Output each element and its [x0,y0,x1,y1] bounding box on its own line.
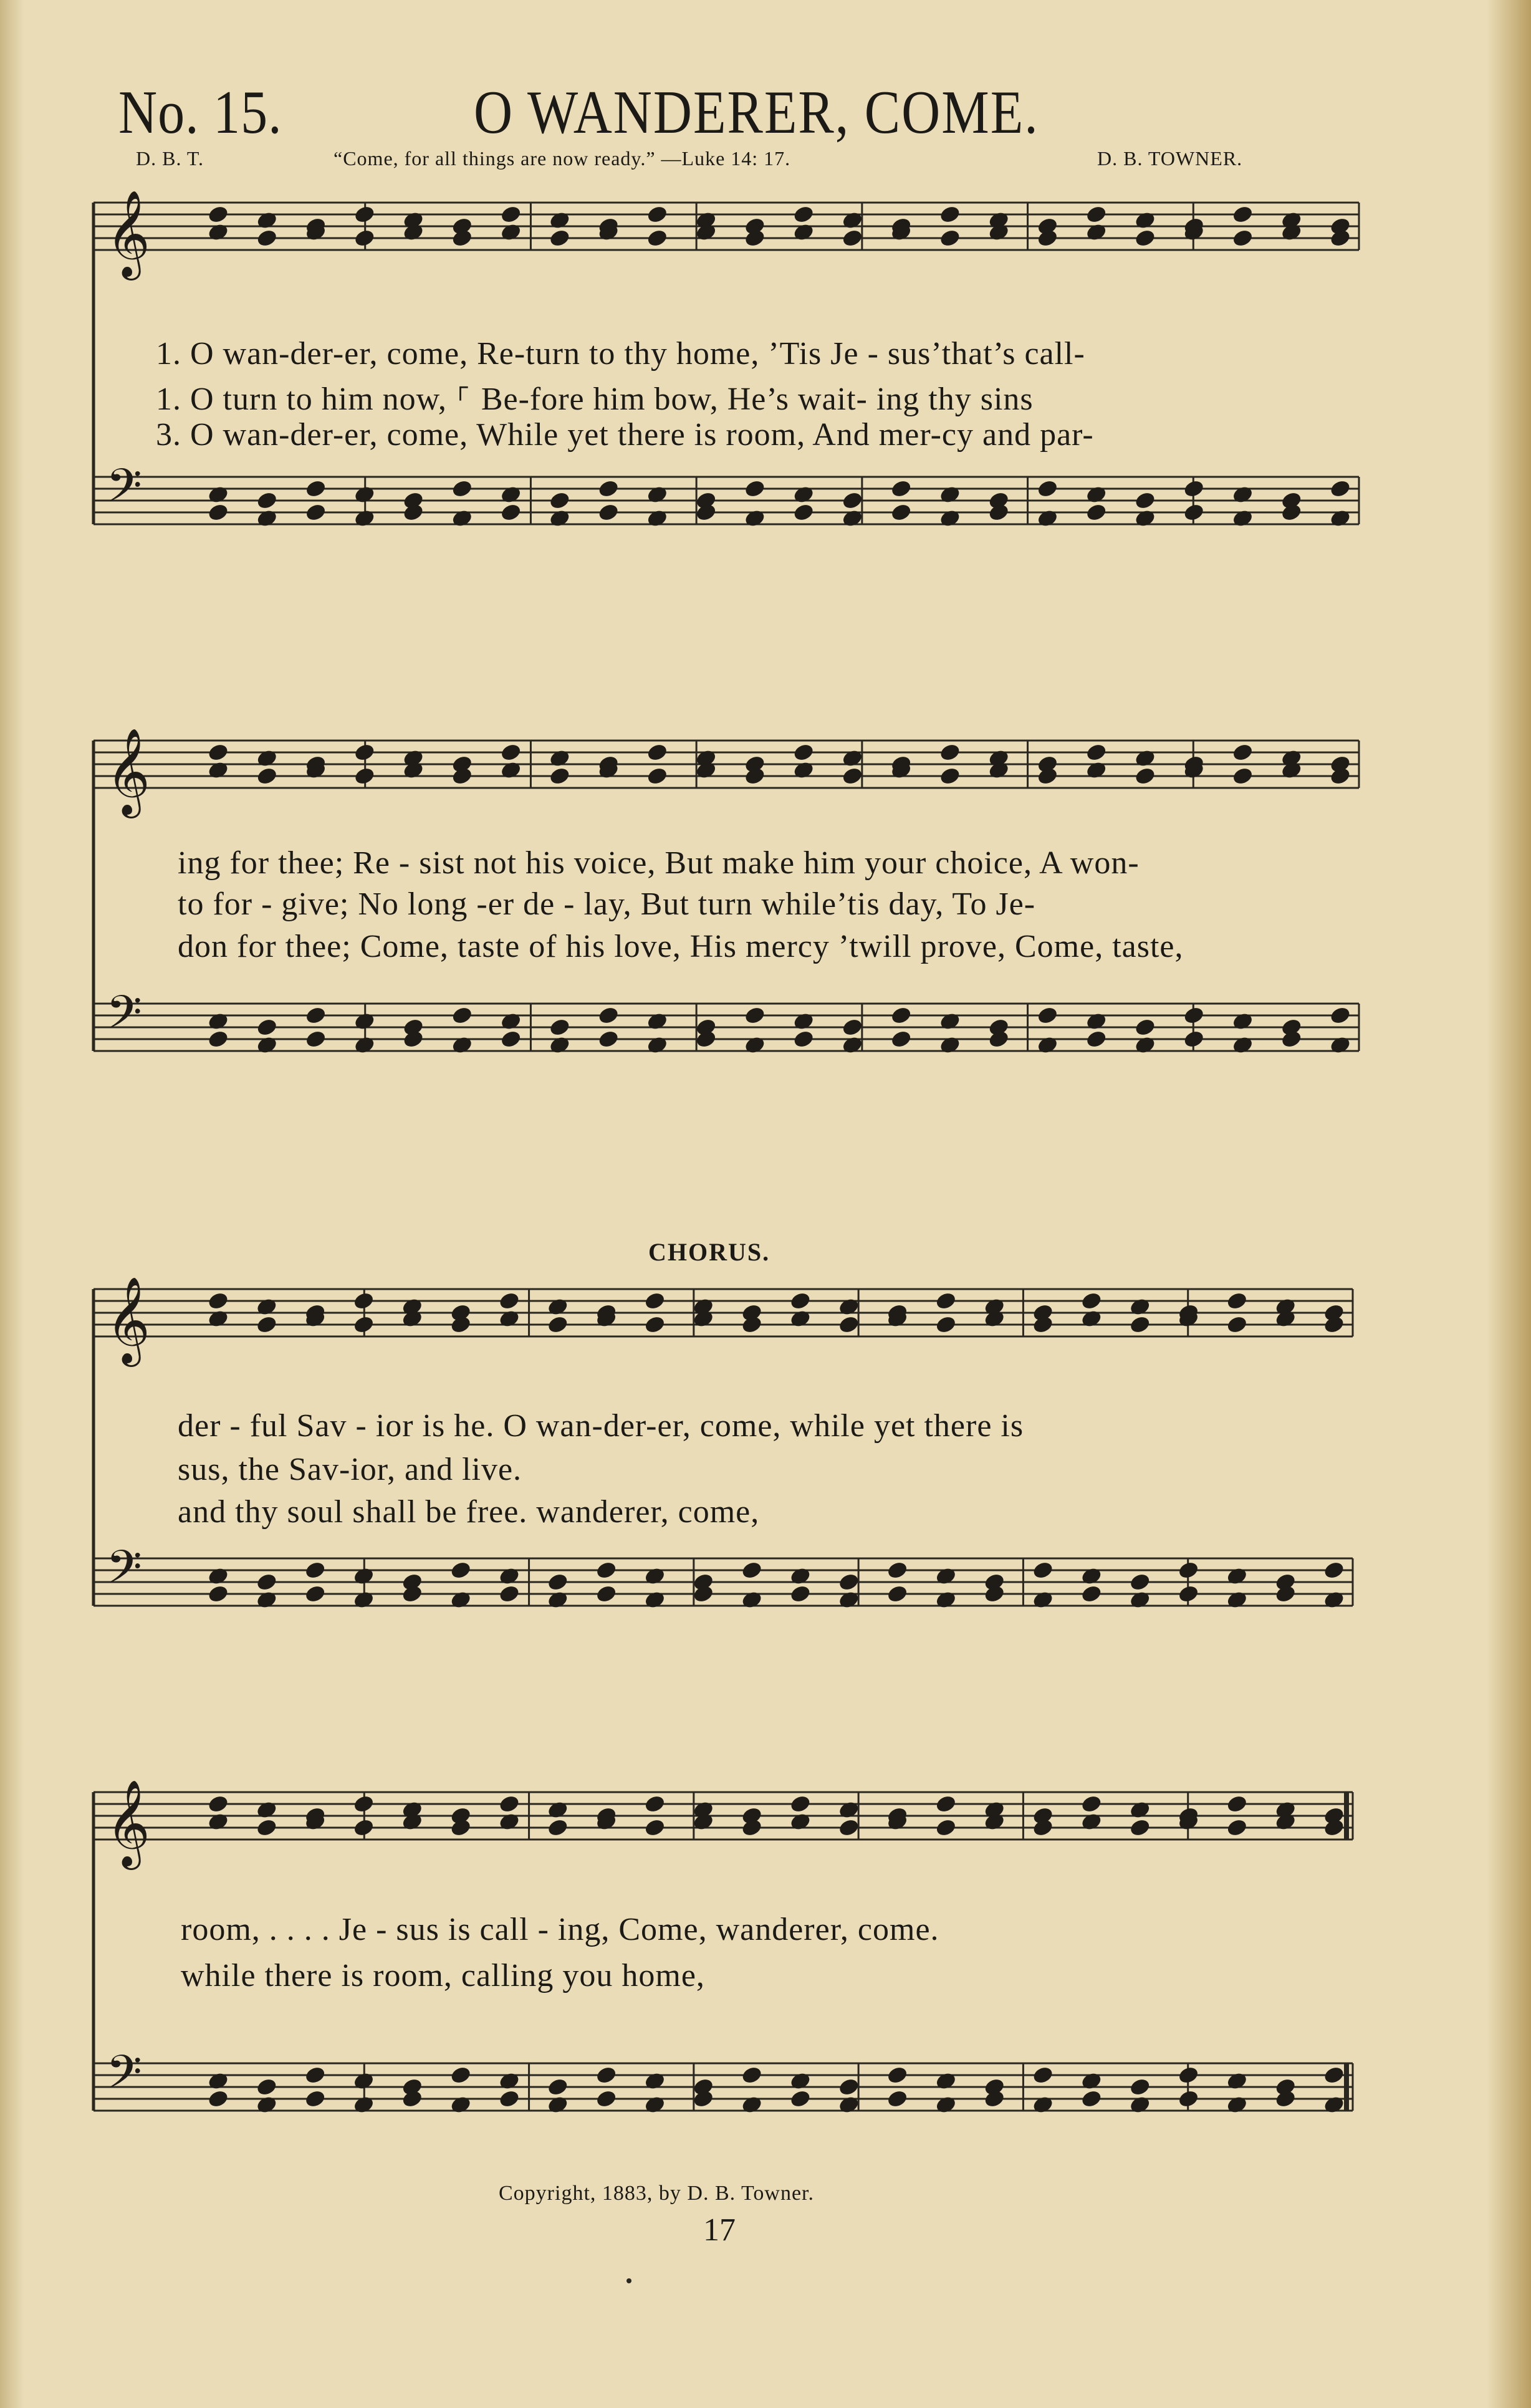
notehead [1082,1585,1101,1602]
notehead [648,229,667,246]
notehead [839,2078,858,2095]
notehead [354,1795,373,1812]
notehead [306,1030,325,1047]
lyricist-credit: D. B. T. [136,147,204,170]
notehead [1087,206,1106,223]
notehead [550,1019,569,1035]
lyric-verse-1: ing for thee; Re - sist not his voice, But make him your choice, A won- [178,845,1140,881]
notehead [599,1007,618,1024]
notehead [501,504,521,520]
notehead [790,1585,810,1602]
notehead [208,2090,228,2107]
notehead [1227,1316,1247,1333]
lyric-verse-3: don for thee; Come, taste of his love, His mercy ’twill prove, Come, taste, [178,929,1184,964]
notehead [451,2066,471,2083]
notehead [1130,1316,1149,1333]
notehead [1135,229,1154,246]
notehead [843,492,862,509]
notehead [1033,2066,1052,2083]
notehead [355,229,374,246]
bass-clef-icon: 𝄢 [106,986,142,1051]
notehead [1082,1795,1101,1812]
notehead [1033,1561,1052,1578]
hymn-number: No. 15. [118,77,282,146]
notehead [888,1561,907,1578]
notehead [790,2090,810,2107]
treble-clef-icon: 𝄞 [106,728,150,815]
notehead [451,1561,471,1578]
notehead [940,229,959,246]
notehead [1233,206,1252,223]
notehead [501,1030,521,1047]
notehead [354,1819,373,1836]
notehead [745,480,764,497]
notehead [1082,2090,1101,2107]
notehead [1324,2066,1343,2083]
notehead [208,504,228,520]
notehead [1087,1030,1106,1047]
lyric-verse-1: room, . . . . Je - sus is call - ing, Come, wanderer, come. [181,1912,939,1947]
notehead [597,1561,616,1578]
notehead [257,1573,276,1590]
notehead [208,1585,228,1602]
notehead [645,1795,665,1812]
notehead [745,1007,764,1024]
notehead [1179,2090,1198,2107]
notehead [305,1585,325,1602]
notehead [1130,1819,1149,1836]
notehead [597,2066,616,2083]
notehead [645,1292,665,1309]
notehead [839,1316,858,1333]
notehead [355,206,374,223]
notehead [1227,1795,1247,1812]
notehead [501,744,521,760]
treble-clef-icon: 𝄞 [106,1277,150,1363]
hymn-title: O WANDERER, COME. [474,77,1039,146]
notehead [257,1316,276,1333]
notehead [1330,1007,1350,1024]
notehead [599,1030,618,1047]
notehead [1135,767,1154,784]
notehead [936,1292,956,1309]
notehead [257,229,277,246]
notehead [257,767,277,784]
notehead [790,1292,810,1309]
notehead [208,1292,228,1309]
notehead [645,1819,665,1836]
bass-clef-icon: 𝄢 [106,2045,142,2111]
notehead [1179,1561,1198,1578]
page-speck [626,2278,631,2283]
notehead [257,492,277,509]
notehead [355,767,374,784]
notehead [1233,229,1252,246]
notehead [354,1316,373,1333]
notehead [599,504,618,520]
chorus-label: CHORUS. [648,1238,770,1266]
notehead [1184,1007,1204,1024]
lyric-verse-1: der - ful Sav - ior is he. O wan-der-er, come, while yet there is [178,1408,1024,1444]
notehead [742,2066,762,2083]
notehead [1233,744,1252,760]
notehead [548,1573,567,1590]
treble-clef-icon: 𝄞 [106,1780,150,1866]
notehead [891,1007,911,1024]
notehead [599,480,618,497]
notehead [453,480,472,497]
notehead [306,1007,325,1024]
notehead [648,206,667,223]
notehead [940,206,959,223]
treble-clef-icon: 𝄞 [106,190,150,277]
lyric-verse-2: to for - give; No long -er de - lay, But turn while’tis day, To Je- [178,886,1036,922]
lyric-verse-2: 1. O turn to him now, ⸀ Be-fore him bow, He’s wait- ing thy sins [156,381,1034,417]
notehead [936,1316,956,1333]
notehead [936,1795,956,1812]
notehead [354,1292,373,1309]
bass-clef-icon: 𝄢 [106,1540,142,1606]
notehead [306,504,325,520]
notehead [1227,1819,1247,1836]
notehead [1184,504,1204,520]
notehead [305,2066,325,2083]
notehead [1330,480,1350,497]
notehead [550,767,569,784]
scripture-epigraph: “Come, for all things are now ready.” —Luke 14: 17. [334,147,791,170]
notehead [1087,744,1106,760]
notehead [843,1019,862,1035]
notehead [257,2078,276,2095]
notehead [1135,492,1154,509]
notehead [257,1019,277,1035]
lyric-verse-3: and thy soul shall be free. wanderer, come, [178,1494,760,1530]
notehead [888,2066,907,2083]
notehead [790,1795,810,1812]
notehead [208,1795,228,1812]
notehead [891,480,911,497]
notehead [499,2090,519,2107]
notehead [305,2090,325,2107]
lyric-verse-2: sus, the Sav-ior, and live. [178,1452,522,1487]
notehead [453,1007,472,1024]
notehead [1179,2066,1198,2083]
notehead [839,1573,858,1590]
notehead [839,1819,858,1836]
notehead [306,480,325,497]
notehead [794,744,813,760]
notehead [794,206,813,223]
notehead [548,1316,567,1333]
notehead [891,504,911,520]
notehead [501,206,521,223]
notehead [648,767,667,784]
notehead [1227,1292,1247,1309]
notehead [843,767,862,784]
notehead [645,1316,665,1333]
notehead [548,2078,567,2095]
notehead [1130,2078,1149,2095]
notehead [794,504,813,520]
notehead [1233,767,1252,784]
notehead [1087,504,1106,520]
notehead [499,1795,519,1812]
notehead [1179,1585,1198,1602]
notehead [499,1585,519,1602]
notehead [1184,480,1204,497]
notehead [648,744,667,760]
notehead [1038,1007,1057,1024]
notehead [1135,1019,1154,1035]
notehead [597,1585,616,1602]
notehead [891,1030,911,1047]
notehead [1082,1292,1101,1309]
composer-credit: D. B. TOWNER. [1097,147,1243,170]
notehead [1184,1030,1204,1047]
page-number: 17 [703,2212,736,2248]
notehead [597,2090,616,2107]
notehead [550,229,569,246]
notehead [208,744,228,760]
notehead [1038,480,1057,497]
notehead [499,1292,519,1309]
notehead [940,767,959,784]
notehead [888,2090,907,2107]
notehead [548,1819,567,1836]
notehead [1130,1573,1149,1590]
notehead [1324,1561,1343,1578]
notehead [742,1561,762,1578]
copyright-notice: Copyright, 1883, by D. B. Towner. [499,2182,814,2205]
lyric-verse-3: 3. O wan-der-er, come, While yet there is room, And mer-cy and par- [156,417,1094,453]
notehead [550,492,569,509]
notehead [208,206,228,223]
notehead [355,744,374,760]
notehead [936,1819,956,1836]
notehead [208,1030,228,1047]
notehead [888,1585,907,1602]
notehead [257,1819,276,1836]
notehead [843,229,862,246]
notehead [940,744,959,760]
lyric-verse-1: 1. O wan-der-er, come, Re-turn to thy home, ’Tis Je - sus’that’s call- [156,336,1085,372]
notehead [305,1561,325,1578]
bass-clef-icon: 𝄢 [106,459,142,524]
lyric-verse-2: while there is room, calling you home, [181,1958,705,1993]
notehead [794,1030,813,1047]
